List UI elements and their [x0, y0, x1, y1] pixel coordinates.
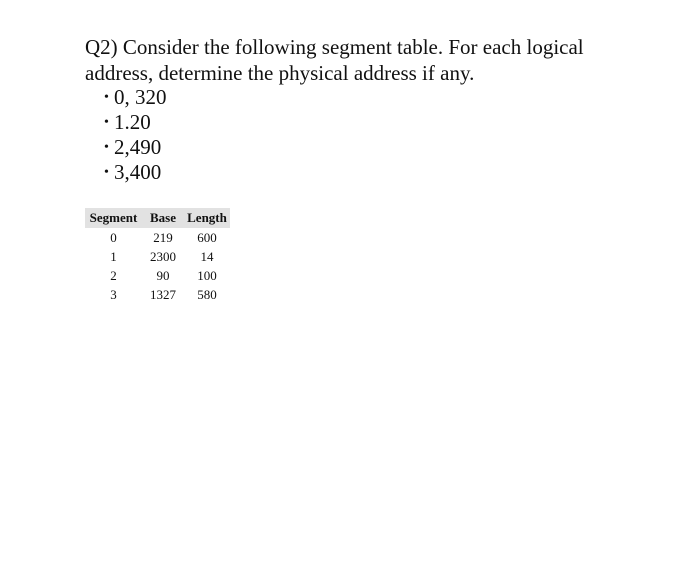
bullet-icon: • [104, 165, 109, 180]
logical-address: 3,400 [114, 160, 162, 184]
column-header-segment: Segment [85, 208, 142, 228]
question-text: Q2) Consider the following segment table. For each logical address, determine the physical address if any. [85, 35, 584, 85]
table-header-row [85, 208, 230, 228]
list-item [104, 110, 167, 135]
table-row [85, 247, 230, 266]
base-cell: 1327 [150, 286, 176, 302]
length-cell: 580 [197, 286, 217, 302]
segment-cell: 2 [110, 267, 117, 283]
logical-address: 1.20 [114, 110, 151, 134]
segment-cell: 1 [110, 248, 117, 264]
length-cell: 14 [200, 248, 214, 264]
list-item [104, 160, 167, 185]
bullet-icon: • [104, 90, 109, 105]
base-cell: 2300 [150, 248, 176, 264]
table-row [85, 228, 230, 247]
list-item [104, 85, 167, 110]
logical-address: 0, 320 [114, 85, 167, 109]
length-cell: 600 [197, 229, 217, 245]
base-cell: 219 [153, 229, 173, 245]
table-row [85, 266, 230, 285]
segment-cell: 3 [110, 286, 117, 302]
segment-cell: 0 [110, 229, 117, 245]
base-cell: 90 [156, 267, 170, 283]
logical-address-list [104, 85, 167, 185]
segment-table [85, 208, 230, 304]
column-header-length: Length [184, 208, 230, 228]
list-item [104, 135, 167, 160]
table-row [85, 285, 230, 304]
column-header-base: Base [142, 208, 184, 228]
logical-address: 2,490 [114, 135, 162, 159]
length-cell: 100 [197, 267, 217, 283]
bullet-icon: • [104, 140, 109, 155]
bullet-icon: • [104, 115, 109, 130]
